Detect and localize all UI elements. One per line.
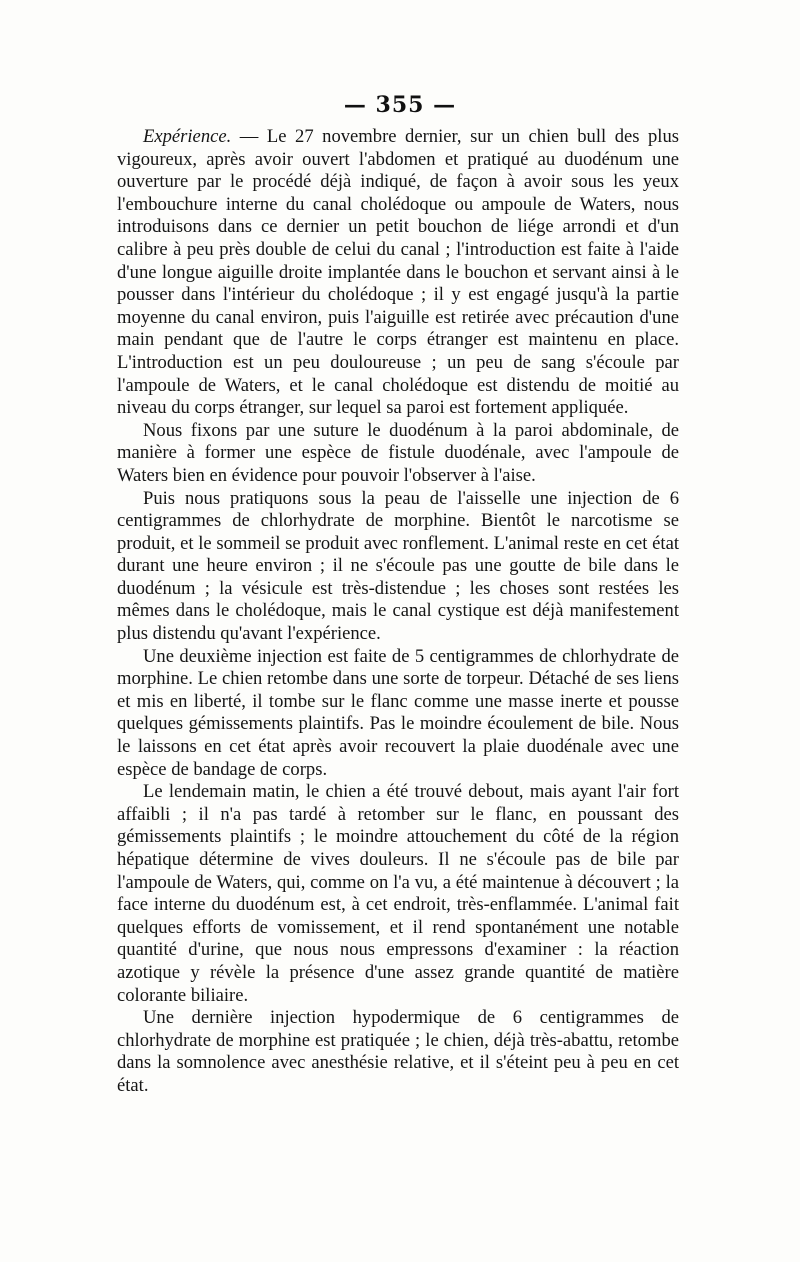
paragraph-5: Le lendemain matin, le chien a été trouvé debout, mais ayant l'air fort affaibli ; il n'a pas tardé à retomber sur le flanc, en poussant des gémissements plaintifs ; le moindre attouchement du côté de la région hépatique détermine de vives douleurs. Il ne s'écoule pas de bile par l'ampoule de Waters, qui, comme on l'a vu, a été maintenue à découvert ; la face interne du duodénum est, à cet endroit, très-enflammée. L'animal fait quelques efforts de vomissement, et il rend spontanément une notable quantité d'urine, que nous nous empressons d'examiner : la réaction azotique y révèle la présence d'une assez grande quantité de matière colorante biliaire. <box>117 781 679 1006</box>
page-number: — 355 — <box>343 92 457 118</box>
paragraph-1 <box>117 126 679 420</box>
experiment-label: Expérience. <box>143 126 232 147</box>
body-text <box>117 126 679 1098</box>
paragraph-2: Nous fixons par une suture le duodénum à la paroi abdominale, de manière à former une espèce de fistule duodénale, avec l'ampoule de Waters bien en évidence pour pouvoir l'observer à l'aise. <box>117 419 679 486</box>
paragraph-6: Une dernière injection hypodermique de 6 centigrammes de chlorhydrate de morphine est pratiquée ; le chien, déjà très-abattu, retombe dans la somnolence avec anesthésie relative, et il s'éteint peu à peu en cet état. <box>117 1007 679 1096</box>
paragraph-3: Puis nous pratiquons sous la peau de l'aisselle une injection de 6 centigrammes de chlorhydrate de morphine. Bientôt le narcotisme se produit, et le sommeil se produit avec ronflement. L'animal reste en cet état durant une heure environ ; il ne s'écoule pas une goutte de bile dans le duodénum ; la vésicule est très-distendue ; les choses sont restées les mêmes dans le cholédoque, mais le canal cystique est déjà manifestement plus distendu qu'avant l'expérience. <box>117 487 679 645</box>
paragraph-4: Une deuxième injection est faite de 5 centigrammes de chlorhydrate de morphine. Le chien retombe dans une sorte de torpeur. Détaché de ses liens et mis en liberté, il tombe sur le flanc comme une masse inerte et pousse quelques gémissements plaintifs. Pas le moindre écoulement de bile. Nous le laissons en cet état après avoir recouvert la plaie duodénale avec une espèce de bandage de corps. <box>117 645 679 780</box>
paragraph-1-text: — Le 27 novembre dernier, sur un chien bull des plus vigoureux, après avoir ouvert l'abdomen et pratiqué au duodénum une ouverture par le procédé déjà indiqué, de façon à avoir sous les yeux l'embouchure interne du canal cholédoque ou ampoule de Waters, nous introduisons dans ce dernier un petit bouchon de liége arrondi et d'un calibre à peu près double de celui du canal ; l'introduction est faite à l'aide d'une longue aiguille droite implantée dans le bouchon et servant ainsi à le pousser dans l'intérieur du cholédoque ; il y est engagé jusqu'à la partie moyenne du canal environ, puis l'aiguille est retirée avec précaution d'une main pendant que de l'autre le corps étranger est maintenu en place. L'introduction est un peu douloureuse ; un peu de sang s'écoule par l'ampoule de Waters, et le canal cholédoque est distendu de moitié au niveau du corps étranger, sur lequel sa paroi est fortement appliquée. <box>117 126 679 419</box>
